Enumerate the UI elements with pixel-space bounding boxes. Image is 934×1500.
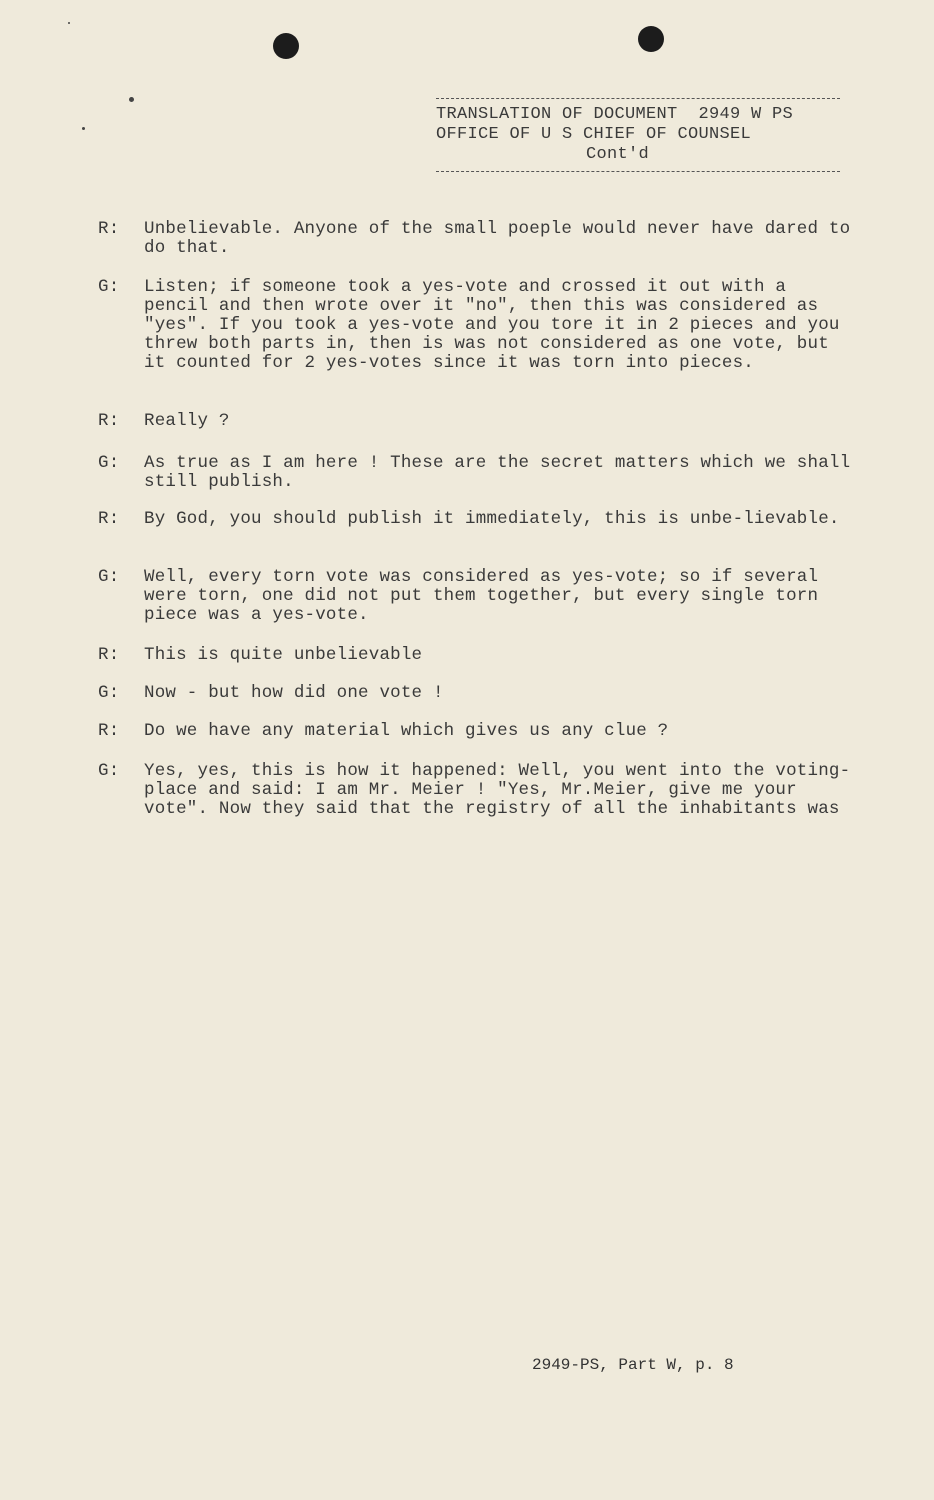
speaker-label: G: xyxy=(98,761,120,781)
header-office: OFFICE OF U S CHIEF OF COUNSEL xyxy=(436,125,752,144)
dialogue-entry xyxy=(98,412,858,431)
punch-hole-right xyxy=(638,26,664,52)
dialogue-text: Really ? xyxy=(144,411,230,431)
dialogue-text: Well, every torn vote was considered as yes-vote; so if several were torn, one did not put them together, but every single torn piece was a yes-vote. xyxy=(144,567,819,625)
paper-speck xyxy=(129,97,134,102)
dialogue-text: Do we have any material which gives us any clue ? xyxy=(144,721,669,741)
dialogue-entry xyxy=(98,762,858,819)
dialogue-entry xyxy=(98,684,858,703)
paper-speck xyxy=(68,22,70,24)
dialogue-text: As true as I am here ! These are the secret matters which we shall still publish. xyxy=(144,453,851,492)
speaker-label: R: xyxy=(98,219,120,239)
page-reference: 2949-PS, Part W, p. 8 xyxy=(532,1356,734,1374)
dialogue-text: This is quite unbelievable xyxy=(144,645,423,665)
header-title: TRANSLATION OF DOCUMENT 2949 W PS xyxy=(436,105,794,124)
dialogue-text: Now - but how did one vote ! xyxy=(144,683,444,703)
speaker-label: G: xyxy=(98,567,120,587)
dialogue-text: By God, you should publish it immediately, this is unbe-lievable. xyxy=(144,509,840,529)
speaker-label: R: xyxy=(98,645,120,665)
speaker-label: G: xyxy=(98,453,120,473)
punch-hole-left xyxy=(273,33,299,59)
header-bottom-rule xyxy=(436,171,840,172)
dialogue-entry xyxy=(98,568,858,625)
speaker-label: G: xyxy=(98,683,120,703)
document-header xyxy=(436,92,840,178)
dialogue-entry xyxy=(98,510,858,529)
speaker-label: R: xyxy=(98,721,120,741)
dialogue-entry xyxy=(98,454,858,492)
dialogue-text: Unbelievable. Anyone of the small poeple would never have dared to do that. xyxy=(144,219,851,258)
speaker-label: G: xyxy=(98,277,120,297)
speaker-label: R: xyxy=(98,509,120,529)
paper-speck xyxy=(82,127,85,130)
dialogue-entry xyxy=(98,722,858,741)
header-continued: Cont'd xyxy=(586,145,650,164)
header-top-rule xyxy=(436,98,840,99)
dialogue-entry xyxy=(98,220,858,258)
dialogue-text: Listen; if someone took a yes-vote and crossed it out with a pencil and then wrote over it "no", then this was considered as "yes". If you took a yes-vote and you tore it in 2 pieces and you threw both parts in, then is was not considered as one vote, but it counted for 2 yes-votes since it was torn into pieces. xyxy=(144,277,840,373)
dialogue-text: Yes, yes, this is how it happened: Well, you went into the voting-place and said: I am Mr. Meier ! "Yes, Mr.Meier, give me your vote". Now they said that the registry of all the inhabitants was xyxy=(144,761,851,819)
dialogue-entry xyxy=(98,646,858,665)
dialogue-entry xyxy=(98,278,858,373)
speaker-label: R: xyxy=(98,411,120,431)
